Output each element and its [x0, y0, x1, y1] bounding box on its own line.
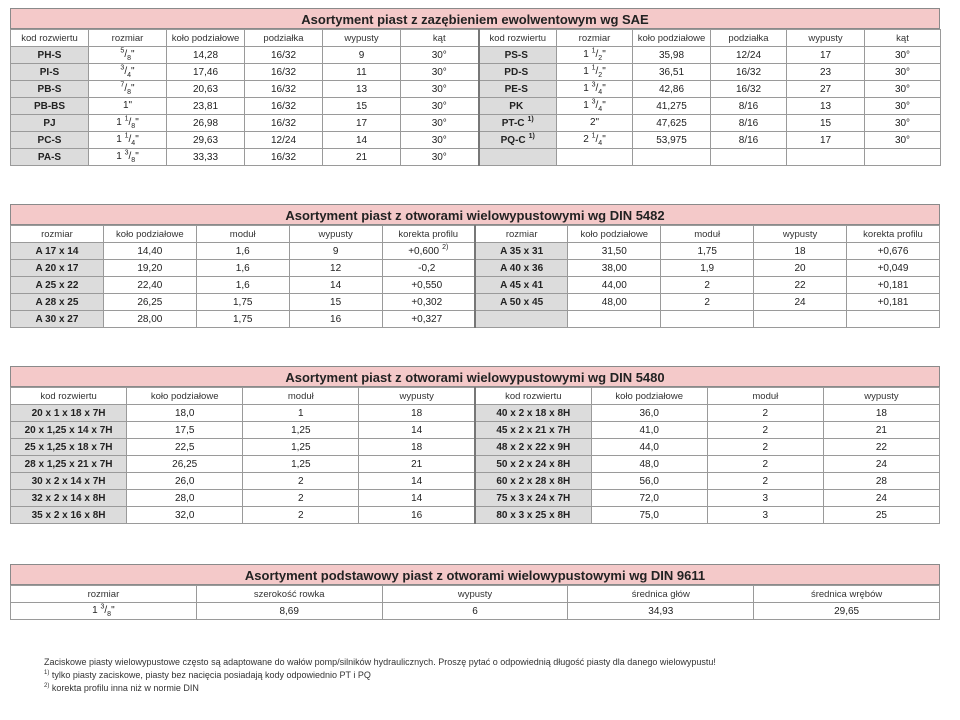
din5482-module: 1,75 [196, 294, 289, 311]
sae-pitch: 16/32 [711, 81, 787, 98]
sae-pitch: 16/32 [245, 115, 323, 132]
table-row [11, 490, 940, 507]
sae-size: 1 $^1/_8$" [89, 115, 167, 132]
sae-code: PT-C $^{1)}$ [479, 115, 557, 132]
din5482-splines: 15 [289, 294, 382, 311]
din5480-splines: 14 [359, 473, 475, 490]
column-header: moduł [196, 226, 289, 243]
din5482-pitch-diameter: 22,40 [103, 277, 196, 294]
sae-pitch: 12/24 [245, 132, 323, 149]
column-header: wypusty [787, 30, 865, 47]
din5482-splines: 16 [289, 311, 382, 328]
empty-cell [633, 149, 711, 166]
sae-size: $^5/_8$" [89, 47, 167, 64]
din5482-table [10, 225, 940, 328]
sae-angle: 30° [401, 149, 479, 166]
din5482-title: Asortyment piast z otworami wielowypustowymi wg DIN 5482 [10, 204, 940, 225]
din5480-pitch-diameter: 17,5 [127, 422, 243, 439]
table-row [11, 260, 940, 277]
sae-code: PB-BS [11, 98, 89, 115]
din5482-pitch-diameter: 19,20 [103, 260, 196, 277]
din5480-splines: 16 [359, 507, 475, 524]
din5482-size: A 17 x 14 [11, 243, 104, 260]
table-row [11, 64, 941, 81]
sae-angle: 30° [865, 64, 941, 81]
sae-splines: 11 [323, 64, 401, 81]
din5482-size: A 45 x 41 [475, 277, 568, 294]
column-header: średnica wrębów [754, 586, 940, 603]
table-row [11, 115, 941, 132]
din5482-module: 2 [661, 277, 754, 294]
din5482-pitch-diameter: 26,25 [103, 294, 196, 311]
din5480-code: 50 x 2 x 24 x 8H [475, 456, 591, 473]
column-header: wypusty [754, 226, 847, 243]
din5480-code: 35 x 2 x 16 x 8H [11, 507, 127, 524]
empty-cell [787, 149, 865, 166]
din5482-correction: +0,600 $^{2)}$ [382, 243, 475, 260]
column-header: średnica głów [568, 586, 754, 603]
empty-cell [754, 311, 847, 328]
empty-cell [568, 311, 661, 328]
din5480-section [10, 366, 940, 524]
din5480-splines: 21 [823, 422, 939, 439]
column-header: wypusty [289, 226, 382, 243]
din5480-pitch-diameter: 41,0 [591, 422, 707, 439]
din5480-module: 2 [243, 473, 359, 490]
sae-size: 1 $^1/_4$" [89, 132, 167, 149]
sae-code: PJ [11, 115, 89, 132]
din5482-correction: +0,049 [847, 260, 940, 277]
din5482-pitch-diameter: 31,50 [568, 243, 661, 260]
column-header: korekta profilu [382, 226, 475, 243]
empty-cell [847, 311, 940, 328]
din5482-module: 1,6 [196, 243, 289, 260]
table-row [11, 439, 940, 456]
din5480-code: 48 x 2 x 22 x 9H [475, 439, 591, 456]
din5482-module: 1,6 [196, 277, 289, 294]
sae-angle: 30° [401, 64, 479, 81]
din5480-splines: 28 [823, 473, 939, 490]
empty-cell [475, 311, 568, 328]
column-header: wypusty [823, 388, 939, 405]
column-header: wypusty [359, 388, 475, 405]
din5480-splines: 24 [823, 490, 939, 507]
din5480-code: 45 x 2 x 21 x 7H [475, 422, 591, 439]
din5482-size: A 50 x 45 [475, 294, 568, 311]
din5480-pitch-diameter: 48,0 [591, 456, 707, 473]
footnotes [44, 656, 716, 695]
din5482-correction: +0,302 [382, 294, 475, 311]
din5482-size: A 28 x 25 [11, 294, 104, 311]
din5480-module: 2 [243, 490, 359, 507]
column-header: szerokość rowka [196, 586, 382, 603]
din5482-pitch-diameter: 38,00 [568, 260, 661, 277]
column-header: kod rozwiertu [479, 30, 557, 47]
sae-splines: 23 [787, 64, 865, 81]
table-row [11, 473, 940, 490]
table-row [11, 243, 940, 260]
empty-cell [865, 149, 941, 166]
note-2: $^{2)}$ korekta profilu inna niż w normie DIN [44, 683, 199, 693]
column-header: moduł [707, 388, 823, 405]
sae-pitch-diameter: 41,275 [633, 98, 711, 115]
din5482-correction: +0,327 [382, 311, 475, 328]
din5480-splines: 25 [823, 507, 939, 524]
sae-size: 1 $^3/_4$" [557, 98, 633, 115]
din5480-module: 1,25 [243, 439, 359, 456]
din5480-splines: 21 [359, 456, 475, 473]
column-header: kod rozwiertu [11, 30, 89, 47]
din5482-pitch-diameter: 48,00 [568, 294, 661, 311]
table-row [11, 507, 940, 524]
din9611-table [10, 585, 940, 620]
sae-pitch: 8/16 [711, 98, 787, 115]
sae-angle: 30° [865, 98, 941, 115]
sae-angle: 30° [401, 81, 479, 98]
sae-size: 1" [89, 98, 167, 115]
sae-pitch: 16/32 [245, 81, 323, 98]
din5480-code: 40 x 2 x 18 x 8H [475, 405, 591, 422]
sae-angle: 30° [865, 132, 941, 149]
sae-splines: 17 [787, 132, 865, 149]
column-header: wypusty [323, 30, 401, 47]
din5480-splines: 18 [823, 405, 939, 422]
din9611-head-diameter: 34,93 [568, 603, 754, 620]
din5480-table [10, 387, 940, 524]
sae-pitch: 16/32 [245, 64, 323, 81]
table-row [11, 81, 941, 98]
table-row [11, 603, 940, 620]
column-header: kąt [865, 30, 941, 47]
sae-pitch: 8/16 [711, 115, 787, 132]
din5480-code: 30 x 2 x 14 x 7H [11, 473, 127, 490]
sae-size: 2 $^1/_4$" [557, 132, 633, 149]
sae-pitch-diameter: 26,98 [167, 115, 245, 132]
din5480-module: 2 [707, 473, 823, 490]
sae-splines: 9 [323, 47, 401, 64]
din5480-module: 1 [243, 405, 359, 422]
note-general: Zaciskowe piasty wielowypustowe często są adaptowane do wałów pomp/silników hydraulicznych. Proszę pytać o odpowiednią długość piasty dla danego wielowypustu! [44, 657, 716, 667]
din5480-pitch-diameter: 22,5 [127, 439, 243, 456]
din5480-pitch-diameter: 18,0 [127, 405, 243, 422]
sae-title: Asortyment piast z zazębieniem ewolwentowym wg SAE [10, 8, 940, 29]
sae-pitch: 16/32 [711, 64, 787, 81]
sae-splines: 21 [323, 149, 401, 166]
din5480-pitch-diameter: 26,0 [127, 473, 243, 490]
din5482-size: A 25 x 22 [11, 277, 104, 294]
sae-code: PB-S [11, 81, 89, 98]
sae-pitch-diameter: 42,86 [633, 81, 711, 98]
column-header: rozmiar [89, 30, 167, 47]
din5480-splines: 14 [359, 490, 475, 507]
column-header: kod rozwiertu [475, 388, 591, 405]
column-header: korekta profilu [847, 226, 940, 243]
sae-splines: 17 [323, 115, 401, 132]
sae-size: $^3/_4$" [89, 64, 167, 81]
din9611-groove-width: 8,69 [196, 603, 382, 620]
sae-code: PD-S [479, 64, 557, 81]
sae-size: 1 $^1/_2$" [557, 47, 633, 64]
empty-cell [479, 149, 557, 166]
sae-pitch-diameter: 29,63 [167, 132, 245, 149]
sae-pitch-diameter: 53,975 [633, 132, 711, 149]
din5480-code: 60 x 2 x 28 x 8H [475, 473, 591, 490]
table-row [11, 98, 941, 115]
din5480-module: 2 [707, 422, 823, 439]
column-header: moduł [661, 226, 754, 243]
din5482-splines: 14 [289, 277, 382, 294]
table-row [11, 294, 940, 311]
sae-angle: 30° [401, 98, 479, 115]
din5480-code: 25 x 1,25 x 18 x 7H [11, 439, 127, 456]
sae-pitch-diameter: 47,625 [633, 115, 711, 132]
column-header: koło podziałowe [127, 388, 243, 405]
din5480-code: 20 x 1,25 x 14 x 7H [11, 422, 127, 439]
din5482-correction: +0,181 [847, 277, 940, 294]
din5480-pitch-diameter: 36,0 [591, 405, 707, 422]
din5480-module: 2 [707, 439, 823, 456]
din5480-code: 28 x 1,25 x 21 x 7H [11, 456, 127, 473]
din5480-pitch-diameter: 44,0 [591, 439, 707, 456]
din5480-module: 1,25 [243, 422, 359, 439]
sae-code: PH-S [11, 47, 89, 64]
din9611-section [10, 564, 940, 620]
din5482-correction: +0,550 [382, 277, 475, 294]
sae-pitch-diameter: 14,28 [167, 47, 245, 64]
din5480-module: 2 [707, 405, 823, 422]
table-row [11, 149, 941, 166]
column-header: koło podziałowe [633, 30, 711, 47]
din5482-splines: 9 [289, 243, 382, 260]
note-1: $^{1)}$ tylko piasty zaciskowe, piasty bez nacięcia posiadają kody odpowiednio PT i PQ [44, 670, 371, 680]
sae-code: PI-S [11, 64, 89, 81]
din9611-root-diameter: 29,65 [754, 603, 940, 620]
table-row [11, 47, 941, 64]
sae-pitch-diameter: 35,98 [633, 47, 711, 64]
table-row [11, 405, 940, 422]
sae-pitch: 12/24 [711, 47, 787, 64]
din5482-size: A 35 x 31 [475, 243, 568, 260]
sae-splines: 15 [787, 115, 865, 132]
din5482-module: 1,75 [196, 311, 289, 328]
din5480-pitch-diameter: 32,0 [127, 507, 243, 524]
din5480-code: 75 x 3 x 24 x 7H [475, 490, 591, 507]
column-header: rozmiar [11, 586, 197, 603]
column-header: moduł [243, 388, 359, 405]
din9611-title: Asortyment podstawowy piast z otworami wielowypustowymi wg DIN 9611 [10, 564, 940, 585]
din5482-size: A 20 x 17 [11, 260, 104, 277]
column-header: rozmiar [557, 30, 633, 47]
table-row [11, 311, 940, 328]
din5480-splines: 14 [359, 422, 475, 439]
sae-code: PQ-C $^{1)}$ [479, 132, 557, 149]
din5480-splines: 18 [359, 439, 475, 456]
din5480-pitch-diameter: 28,0 [127, 490, 243, 507]
sae-pitch-diameter: 36,51 [633, 64, 711, 81]
din5482-splines: 20 [754, 260, 847, 277]
column-header: koło podziałowe [591, 388, 707, 405]
sae-code: PC-S [11, 132, 89, 149]
din5482-section [10, 204, 940, 328]
sae-section [10, 8, 940, 166]
column-header: rozmiar [11, 226, 104, 243]
sae-size: $^7/_8$" [89, 81, 167, 98]
empty-cell [711, 149, 787, 166]
din5480-splines: 22 [823, 439, 939, 456]
sae-code: PS-S [479, 47, 557, 64]
sae-pitch: 16/32 [245, 149, 323, 166]
din5480-pitch-diameter: 56,0 [591, 473, 707, 490]
table-row [11, 277, 940, 294]
din5482-splines: 18 [754, 243, 847, 260]
sae-splines: 17 [787, 47, 865, 64]
sae-code: PK [479, 98, 557, 115]
column-header: rozmiar [475, 226, 568, 243]
empty-cell [557, 149, 633, 166]
sae-pitch: 16/32 [245, 98, 323, 115]
column-header: koło podziałowe [167, 30, 245, 47]
table-row [11, 456, 940, 473]
din5480-code: 32 x 2 x 14 x 8H [11, 490, 127, 507]
din5482-pitch-diameter: 14,40 [103, 243, 196, 260]
din5480-module: 2 [243, 507, 359, 524]
sae-angle: 30° [401, 132, 479, 149]
din5482-splines: 12 [289, 260, 382, 277]
din5482-module: 1,6 [196, 260, 289, 277]
sae-pitch: 16/32 [245, 47, 323, 64]
sae-pitch: 8/16 [711, 132, 787, 149]
din5482-splines: 24 [754, 294, 847, 311]
din9611-size: 1 $^3/_8$" [11, 603, 197, 620]
column-header: podziałka [245, 30, 323, 47]
sae-splines: 14 [323, 132, 401, 149]
din5482-size: A 30 x 27 [11, 311, 104, 328]
din5482-correction: +0,676 [847, 243, 940, 260]
din5480-module: 1,25 [243, 456, 359, 473]
din5480-code: 20 x 1 x 18 x 7H [11, 405, 127, 422]
din5482-splines: 22 [754, 277, 847, 294]
sae-pitch-diameter: 23,81 [167, 98, 245, 115]
column-header: koło podziałowe [568, 226, 661, 243]
sae-pitch-diameter: 17,46 [167, 64, 245, 81]
table-row [11, 132, 941, 149]
sae-splines: 15 [323, 98, 401, 115]
din5482-module: 1,9 [661, 260, 754, 277]
sae-splines: 27 [787, 81, 865, 98]
sae-pitch-diameter: 33,33 [167, 149, 245, 166]
sae-pitch-diameter: 20,63 [167, 81, 245, 98]
din9611-splines: 6 [382, 603, 568, 620]
sae-code: PA-S [11, 149, 89, 166]
din5482-correction: -0,2 [382, 260, 475, 277]
column-header: koło podziałowe [103, 226, 196, 243]
din5480-pitch-diameter: 26,25 [127, 456, 243, 473]
sae-code: PE-S [479, 81, 557, 98]
sae-angle: 30° [401, 115, 479, 132]
empty-cell [661, 311, 754, 328]
sae-table [10, 29, 941, 166]
din5480-splines: 18 [359, 405, 475, 422]
column-header: kod rozwiertu [11, 388, 127, 405]
sae-angle: 30° [865, 115, 941, 132]
din5480-code: 80 x 3 x 25 x 8H [475, 507, 591, 524]
din5482-pitch-diameter: 28,00 [103, 311, 196, 328]
din5480-module: 2 [707, 456, 823, 473]
din5480-splines: 24 [823, 456, 939, 473]
sae-angle: 30° [401, 47, 479, 64]
sae-splines: 13 [787, 98, 865, 115]
sae-splines: 13 [323, 81, 401, 98]
sae-size: 1 $^3/_4$" [557, 81, 633, 98]
din5482-module: 2 [661, 294, 754, 311]
column-header: kąt [401, 30, 479, 47]
din5480-title: Asortyment piast z otworami wielowypustowymi wg DIN 5480 [10, 366, 940, 387]
sae-size: 1 $^1/_2$" [557, 64, 633, 81]
column-header: wypusty [382, 586, 568, 603]
din5480-pitch-diameter: 75,0 [591, 507, 707, 524]
column-header: podziałka [711, 30, 787, 47]
din5480-module: 3 [707, 507, 823, 524]
sae-angle: 30° [865, 81, 941, 98]
din5482-module: 1,75 [661, 243, 754, 260]
din5482-correction: +0,181 [847, 294, 940, 311]
sae-angle: 30° [865, 47, 941, 64]
sae-size: 1 $^3/_8$" [89, 149, 167, 166]
table-row [11, 422, 940, 439]
din5482-pitch-diameter: 44,00 [568, 277, 661, 294]
sae-size: 2" [557, 115, 633, 132]
din5482-size: A 40 x 36 [475, 260, 568, 277]
din5480-pitch-diameter: 72,0 [591, 490, 707, 507]
din5480-module: 3 [707, 490, 823, 507]
